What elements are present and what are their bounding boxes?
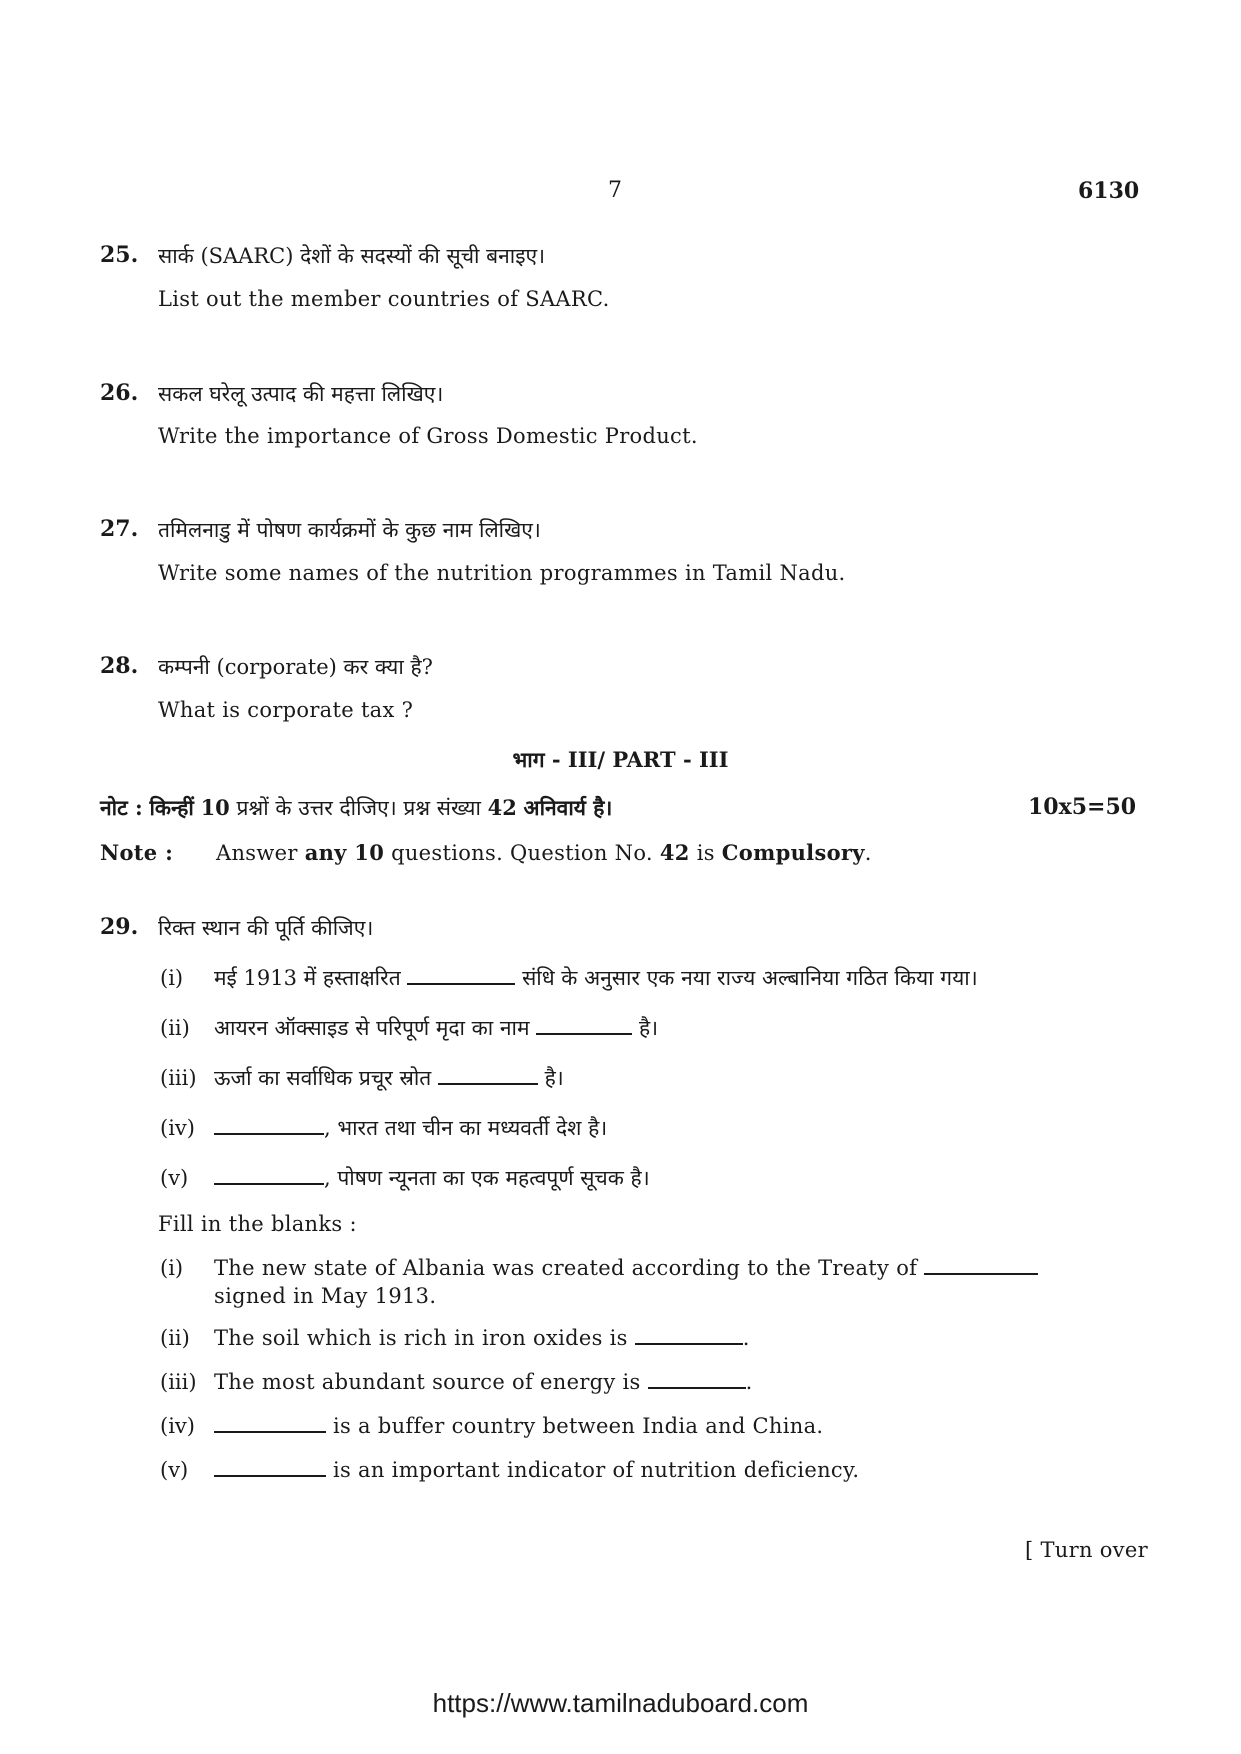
hindi-note-question: 42 <box>487 795 517 820</box>
note-text: Answer <box>216 841 298 865</box>
english-blank-item <box>214 1326 750 1350</box>
item-text: संधि के अनुसार एक नया राज्य अल्बानिया गठित किया गया। <box>522 966 978 990</box>
question-hindi: कम्पनी (corporate) कर क्या है? <box>158 655 433 679</box>
question-hindi: सकल घरेलू उत्पाद की महत्ता लिखिए। <box>158 382 444 406</box>
item-text: है। <box>544 1066 564 1090</box>
hindi-note <box>100 794 612 822</box>
note-count: any 10 <box>304 840 385 865</box>
blank-line <box>635 1343 743 1345</box>
blank-line <box>214 1475 326 1477</box>
question-number: 27. <box>100 516 139 542</box>
hindi-note-text: प्रश्नों के उत्तर दीजिए। प्रश्न संख्या <box>236 796 481 820</box>
question-english: What is corporate tax ? <box>158 698 414 722</box>
question-hindi: रिक्त स्थान की पूर्ति कीजिए। <box>158 916 374 940</box>
item-text: signed in May 1913. <box>214 1284 437 1308</box>
hindi-note-label: नोट : <box>100 795 143 820</box>
blank-line <box>214 1133 324 1135</box>
question-hindi: तमिलनाडु में पोषण कार्यक्रमों के कुछ नाम लिखिए। <box>158 518 541 542</box>
english-blank-item <box>214 1458 859 1482</box>
blank-line <box>214 1183 324 1185</box>
english-blank-item <box>214 1256 1038 1280</box>
website-url[interactable]: https://www.tamilnaduboard.com <box>432 1688 809 1718</box>
english-note <box>216 840 872 865</box>
question-number: 26. <box>100 380 139 406</box>
question-hindi: सार्क (SAARC) देशों के सदस्यों की सूची बनाइए। <box>158 244 546 268</box>
item-text: The new state of Albania was created according to the Treaty of <box>214 1256 918 1280</box>
marks-scheme: 10x5=50 <box>1028 794 1137 820</box>
question-number: 28. <box>100 653 139 679</box>
blank-line <box>438 1083 538 1085</box>
item-label: (i) <box>160 966 184 990</box>
note-text: is <box>696 841 715 865</box>
paper-code: 6130 <box>1078 178 1140 204</box>
hindi-blank-item <box>214 1164 650 1192</box>
item-text: आयरन ऑक्साइड से परिपूर्ण मृदा का नाम <box>214 1016 530 1040</box>
note-compulsory: Compulsory <box>721 840 865 865</box>
english-blank-item <box>214 1370 753 1394</box>
item-label: (i) <box>160 1256 184 1280</box>
hindi-note-text: किन्हीं <box>149 795 194 820</box>
blank-line <box>536 1033 632 1035</box>
blank-line <box>648 1387 746 1389</box>
item-text: The most abundant source of energy is <box>214 1370 641 1394</box>
part-heading: भाग - III/ PART - III <box>512 747 729 772</box>
item-label: (iii) <box>160 1370 197 1394</box>
page-number: 7 <box>608 178 622 203</box>
hindi-note-compulsory: अनिवार्य है। <box>523 795 613 820</box>
blank-line <box>214 1431 326 1433</box>
item-text: The soil which is rich in iron oxides is <box>214 1326 628 1350</box>
item-label: (iv) <box>160 1116 195 1140</box>
item-text: , पोषण न्यूनता का एक महत्वपूर्ण सूचक है। <box>324 1166 650 1190</box>
item-text: मई 1913 में हस्ताक्षरित <box>214 966 401 990</box>
note-text: questions. Question No. <box>391 841 653 865</box>
item-text: है। <box>638 1016 659 1040</box>
item-label: (iv) <box>160 1414 195 1438</box>
hindi-blank-item <box>214 1014 658 1042</box>
english-blank-item <box>214 1414 823 1438</box>
item-text: . <box>742 1326 750 1350</box>
question-english: List out the member countries of SAARC. <box>158 287 610 311</box>
hindi-blank-item <box>214 964 978 992</box>
item-text: is a buffer country between India and China. <box>332 1414 824 1438</box>
item-label: (ii) <box>160 1016 190 1040</box>
item-label: (v) <box>160 1458 189 1482</box>
hindi-blank-item <box>214 1064 564 1092</box>
question-english: Write the importance of Gross Domestic Product. <box>158 424 698 448</box>
note-question: 42 <box>659 840 690 865</box>
item-text: , भारत तथा चीन का मध्यवर्ती देश है। <box>324 1116 608 1140</box>
item-label: (v) <box>160 1166 189 1190</box>
hindi-note-count: 10 <box>200 795 230 820</box>
blank-line <box>924 1273 1038 1275</box>
question-english: Write some names of the nutrition programmes in Tamil Nadu. <box>158 561 846 585</box>
turn-over: [ Turn over <box>1025 1538 1148 1562</box>
note-text: . <box>864 841 872 865</box>
item-text: ऊर्जा का सर्वाधिक प्रचूर स्रोत <box>214 1066 432 1090</box>
question-number: 29. <box>100 914 139 940</box>
hindi-blank-item <box>214 1114 607 1142</box>
item-label: (ii) <box>160 1326 190 1350</box>
note-label: Note : <box>100 840 174 865</box>
blank-line <box>407 983 515 985</box>
item-text: . <box>745 1370 753 1394</box>
question-number: 25. <box>100 242 139 268</box>
item-label: (iii) <box>160 1066 197 1090</box>
english-title: Fill in the blanks : <box>158 1212 357 1236</box>
item-text: is an important indicator of nutrition deficiency. <box>332 1458 860 1482</box>
